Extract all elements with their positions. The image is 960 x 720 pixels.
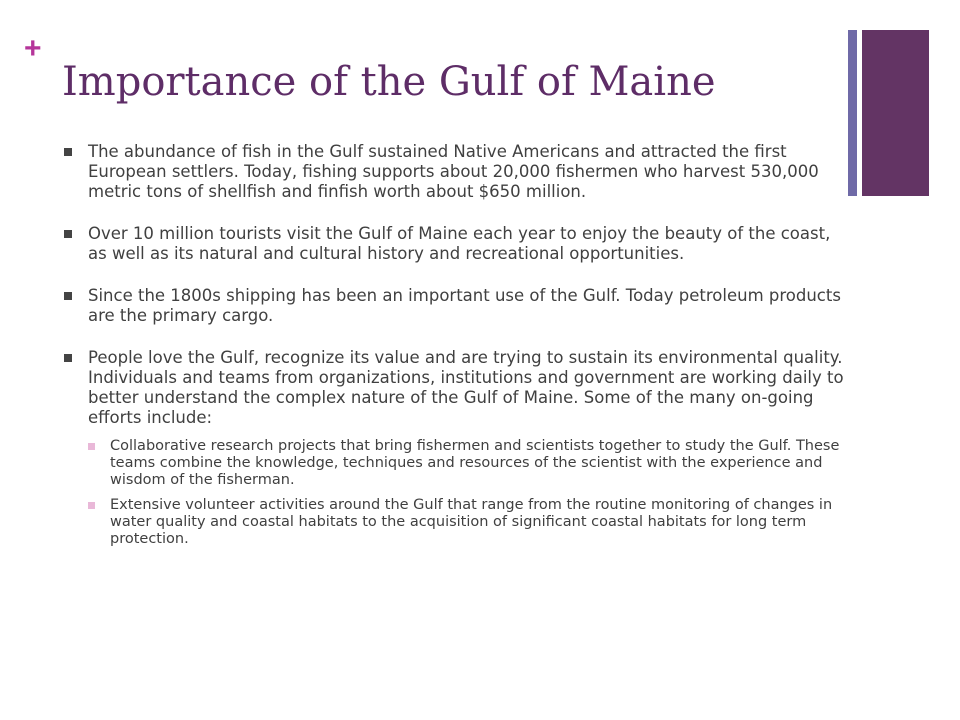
square-bullet-icon (88, 502, 95, 509)
sub-bullet-item (88, 497, 844, 548)
bullet-text: The abundance of fish in the Gulf sustained Native Americans and attracted the first European settlers. Today, fishing supports about 20,000 fishermen who harvest 530,000 metric tons of shellfish and finfish worth about $650 million. (88, 142, 819, 201)
bullet-item (64, 142, 844, 202)
sub-bullet-item (88, 438, 844, 489)
square-bullet-icon (64, 354, 72, 362)
square-bullet-icon (64, 148, 72, 156)
bullet-item (64, 286, 844, 326)
slide-title: Importance of the Gulf of Maine (62, 59, 716, 105)
bullet-text: People love the Gulf, recognize its value and are trying to sustain its environmental quality. Individuals and teams from organizations, institutions and government are working daily to better understand the complex nature of the Gulf of Maine. Some of the many on-going efforts include: (88, 348, 844, 427)
sub-bullet-text: Collaborative research projects that bring fishermen and scientists together to study the Gulf. These teams combine the knowledge, techniques and resources of the scientist with the experience and wisdom of the fisherman. (110, 438, 840, 488)
accent-bar-thin (848, 30, 857, 196)
accent-bar-thick (862, 30, 929, 196)
square-bullet-icon (88, 443, 95, 450)
bullet-text: Since the 1800s shipping has been an important use of the Gulf. Today petroleum products are the primary cargo. (88, 286, 841, 325)
square-bullet-icon (64, 230, 72, 238)
bullet-list (64, 142, 844, 556)
sub-bullet-list (88, 438, 844, 548)
bullet-item (64, 348, 844, 548)
sub-bullet-text: Extensive volunteer activities around the Gulf that range from the routine monitoring of changes in water quality and coastal habitats to the acquisition of significant coastal habitats for long term protection. (110, 497, 833, 547)
bullet-text: Over 10 million tourists visit the Gulf of Maine each year to enjoy the beauty of the coast, as well as its natural and cultural history and recreational opportunities. (88, 224, 831, 263)
plus-icon: + (24, 32, 42, 65)
bullet-item (64, 224, 844, 264)
square-bullet-icon (64, 292, 72, 300)
